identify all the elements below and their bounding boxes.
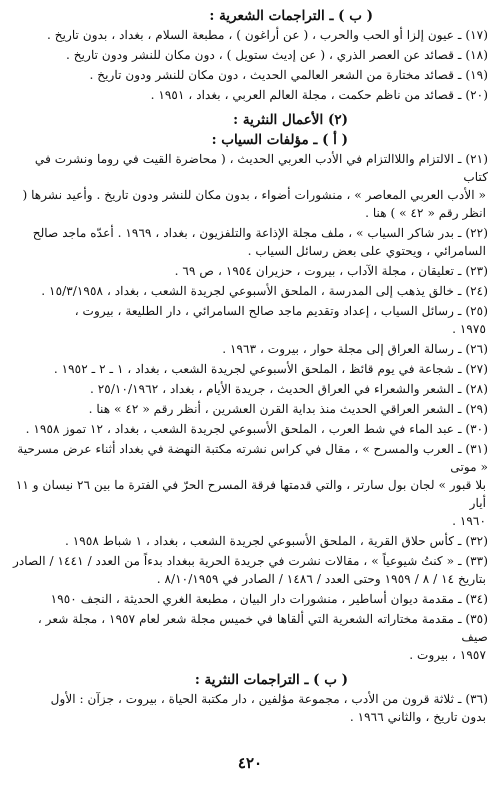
entry-line: (٢٧) ـ شجاعة في يوم قائظ ، الملحق الأسبوعي لجريدة الشعب ، بغداد ، ١ ـ ٢ ـ ١٩٥٢ . [53,362,488,376]
entry-line: ١٩٧٥ . [452,322,486,336]
bibliography-entry [12,26,488,44]
bibliography-entry [12,690,488,726]
entry-line: (٢١) ـ الالتزام واللاالتزام في الأدب العربي الحديث ، ( محاضرة القيت في روما ونشرت في كتاب [34,152,488,184]
bibliography-entry [12,532,488,550]
entry-line: (٣٢) ـ كأس حلاق القرية ، الملحق الأسبوعي لجريدة الشعب ، بغداد ، ١ شباط ١٩٥٨ . [65,534,488,548]
entry-line: (١٩) ـ قصائد مختارة من الشعر العالمي الحديث ، دون مكان للنشر ودون تاريخ . [89,68,488,82]
entry-line: (٢٩) ـ الشعر العراقي الحديث منذ بداية القرن العشرين ، أنظر رقم « ٤٢ » هنا . [88,402,488,416]
entry-line: (٢٥) ـ رسائل السياب ، إعداد وتقديم ماجد صالح السامرائي ، دار الطليعة ، بيروت ، [74,304,488,318]
entry-line: (١٨) ـ قصائد عن العصر الذري ، ( عن إديث ستويل ) ، دون مكان للنشر ودون تاريخ . [66,48,488,62]
bibliography-entry [12,552,488,588]
bibliography-entry [12,66,488,84]
bibliography-entry [12,150,488,222]
entry-line: ١٩٥٧ ، بيروت . [409,648,486,662]
page-number: ٤٢٠ [237,754,263,772]
entry-line: (٢٦) ـ رسالة العراق إلى مجلة حوار ، بيروت ، ١٩٦٣ . [222,342,488,356]
entry-line: (٣٠) ـ عبد الماء في شط العرب ، الملحق الأسبوعي لجريدة الشعب ، بغداد ، ١٢ تموز ١٩٥٨ . [25,422,488,436]
entry-line: (١٧) ـ عيون إلزا أو الحب والحرب ، ( عن أراغون ) ، مطبعة السلام ، بغداد ، بدون تاريخ . [46,28,488,42]
entries-sayyab-works [12,150,488,664]
entry-line: « الأدب العربي المعاصر » ، منشورات أضواء ، بدون مكان للنشر ودون تاريخ . وأعيد نشرها ( [22,188,486,202]
entry-line: السامرائي ، ويحتوي على بعض رسائل السياب . [247,244,486,258]
entries-prose-translations [12,690,488,726]
entry-line: ١٩٦٠ . [452,514,486,528]
entry-line: بلا قبور » لجان بول سارتر ، والتي قدمتها فرقة المسرح الحرّ في الفترة ما بين ٢٦ نيسان و ١١ أيار [15,478,486,510]
entry-line: بدون تاريخ ، والثاني ١٩٦٦ . [349,710,486,724]
bibliography-entry [12,340,488,358]
bibliography-entry [12,440,488,530]
entry-line: (٢٠) ـ قصائد من ناظم حكمت ، مجلة العالم العربي ، بغداد ، ١٩٥١ . [150,88,488,102]
bibliography-entry [12,224,488,260]
entry-line: انظر رقم « ٤٢ » ) هنا . [365,206,486,220]
bibliography-entry [12,610,488,664]
entry-line: بتاريخ ١٤ / ٨ / ١٩٥٩ وحتى العدد / ١٤٨٦ / الصادر في ٨/١٠/١٩٥٩ . [156,572,486,586]
bibliography-entry [12,380,488,398]
heading-prose-translations: ( ب ) ـ التراجمات النثرية : [194,672,348,688]
bibliography-entry [12,400,488,418]
bibliography-entry [12,420,488,438]
bibliography-entry [12,282,488,300]
entry-line: (٢٨) ـ الشعر والشعراء في العراق الحديث ، جريدة الأيام ، بغداد ، ٢٥/١٠/١٩٦٢ . [89,382,488,396]
entry-line: (٣٣) ـ « كنتُ شيوعياً » ، مقالات نشرت في جريدة الحرية ببغداد بدءاً من العدد / ١٤٤١ / الصادر [12,554,488,568]
bibliography-entry [12,262,488,280]
bibliography-entry [12,590,488,608]
entries-poetic-translations [12,26,488,104]
entry-line: (٣١) ـ العرب والمسرح » ، مقال في كراس نشرته مكتبة النهضة في بغداد أثناء عرض مسرحية « موتى [17,442,488,474]
entry-line: (٣٤) ـ مقدمة ديوان أساطير ، منشورات دار البيان ، مطبعة الغري الحديثة ، النجف ١٩٥٠ [50,592,488,606]
heading-poetic-translations: ( ب ) ـ التراجمات الشعرية : [209,8,373,24]
heading-sayyab-works: ( أ ) ـ مؤلفات السياب : [211,132,348,148]
bibliography-entry [12,46,488,64]
bibliography-entry [12,302,488,338]
entry-line: (٣٥) ـ مقدمة مختاراته الشعرية التي ألقاها في خميس مجلة شعر لعام ١٩٥٧ ، مجلة شعر ، صيف [37,612,488,644]
entry-line: (٣٦) ـ ثلاثة قرون من الأدب ، مجموعة مؤلفين ، دار مكتبة الحياة ، بيروت ، جزآن : الأول [50,692,488,706]
bibliography-entry [12,360,488,378]
entry-line: (٢٣) ـ تعليقان ، مجلة الآداب ، بيروت ، حزيران ١٩٥٤ ، ص ٦٩ . [174,264,488,278]
entry-line: (٢٢) ـ بدر شاكر السياب » ، ملف مجلة الإذاعة والتلفزيون ، بغداد ، ١٩٦٩ . أعدّه ماجد صالح [32,226,488,240]
entry-line: (٢٤) ـ خالق يذهب إلى المدرسة ، الملحق الأسبوعي لجريدة الشعب ، بغداد ، ١٥/٣/١٩٥٨ . [41,284,488,298]
heading-prose-works: (٢) الأعمال النثرية : [233,112,348,128]
bibliography-entry [12,86,488,104]
